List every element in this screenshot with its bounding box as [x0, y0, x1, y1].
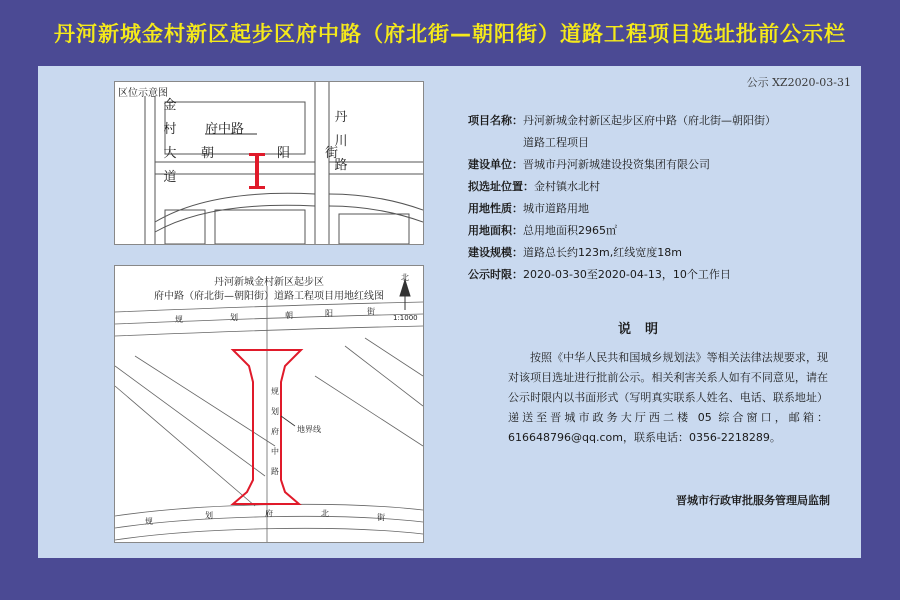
top-road-char-5: 街 [367, 307, 375, 316]
notice-number: 公示 XZ2020-03-31 [746, 76, 851, 89]
info-value: 2020-03-30至2020-04-13，10个工作日 [523, 268, 731, 281]
redline-map-title-1: 丹河新城金村新区起步区 [214, 277, 324, 288]
redline-map-title-2: 府中路（府北街—朝阳街）道路工程项目用地红线图 [154, 291, 384, 302]
top-road-char-2: 划 [230, 313, 238, 322]
explain-title: 说明 [617, 322, 672, 337]
road-label-chaoyang-1: 朝 [201, 146, 215, 161]
supervisor-line: 晋城市行政审批服务管理局监制 [676, 494, 830, 507]
top-road-char-4: 阳 [325, 309, 333, 318]
info-row-scale [468, 242, 848, 264]
info-value: 道路总长约123m,红线宽度18m [523, 246, 682, 259]
mid-road-char-3: 府 [271, 427, 279, 436]
info-key: 公示时限： [468, 268, 523, 281]
info-row-area [468, 220, 848, 242]
road-label-jincun: 金村大道 [163, 98, 177, 185]
scale-label: 1:1000 [393, 314, 418, 322]
info-value: 金村镇水北村 [534, 180, 600, 193]
mid-road-char-5: 路 [271, 467, 279, 476]
info-row-land-use [468, 198, 848, 220]
explain-body: 按照《中华人民共和国城乡规划法》等相关法律法规要求，现对该项目选址进行批前公示。相关利害关系人如有不同意见，请在公示时限内以书面形式（写明真实联系人姓名、电话、联系地址）递送至晋城市政务大厅西二楼 05 综合窗口，邮箱：616648796@qq.com，联系电话：0356-2218289。 [508, 351, 828, 444]
boundary-label: 地界线 [297, 425, 321, 434]
north-label: 北 [401, 273, 409, 282]
info-row-location [468, 176, 848, 198]
road-label-chaoyang-3: 街 [325, 146, 339, 161]
info-key: 建设规模： [468, 246, 523, 259]
info-row-name [468, 110, 848, 154]
top-road-char-1: 规 [175, 315, 183, 324]
road-label-chaoyang-2: 阳 [277, 146, 291, 161]
redline-map-drawing [115, 266, 423, 542]
mid-road-char-1: 规 [271, 387, 279, 396]
mid-road-char-2: 划 [271, 407, 279, 416]
info-key: 拟选址位置： [468, 180, 534, 193]
road-label-fuzhong: 府中路 [205, 122, 245, 137]
location-map-drawing [115, 82, 423, 244]
info-key: 建设单位： [468, 158, 523, 171]
bottom-road-char-1: 规 [145, 517, 153, 526]
info-value: 总用地面积2965㎡ [523, 224, 617, 237]
project-info [468, 110, 848, 286]
top-road-char-3: 朝 [285, 311, 293, 320]
location-map [114, 81, 424, 245]
info-key: 项目名称： [468, 114, 523, 127]
bottom-road-char-5: 街 [377, 513, 385, 522]
info-key: 用地面积： [468, 224, 523, 237]
header [0, 0, 900, 66]
mid-road-char-4: 中 [271, 447, 279, 456]
road-label-danchuan: 丹川路 [334, 110, 348, 173]
info-value: 丹河新城金村新区起步区府中路（府北街—朝阳街）道路工程项目 [523, 114, 776, 149]
info-row-period [468, 264, 848, 286]
bottom-road-char-3: 府 [265, 509, 273, 518]
page-title: 丹河新城金村新区起步区府中路（府北街—朝阳街）道路工程项目选址批前公示栏 [54, 22, 846, 46]
info-row-builder [468, 154, 848, 176]
info-value: 晋城市丹河新城建设投资集团有限公司 [523, 158, 710, 171]
info-value: 城市道路用地 [523, 202, 589, 215]
redline-map [114, 265, 424, 543]
map-caption: 区位示意图 [118, 88, 168, 99]
info-key: 用地性质： [468, 202, 523, 215]
bottom-road-char-2: 划 [205, 511, 213, 520]
bottom-road-char-4: 北 [321, 509, 329, 518]
